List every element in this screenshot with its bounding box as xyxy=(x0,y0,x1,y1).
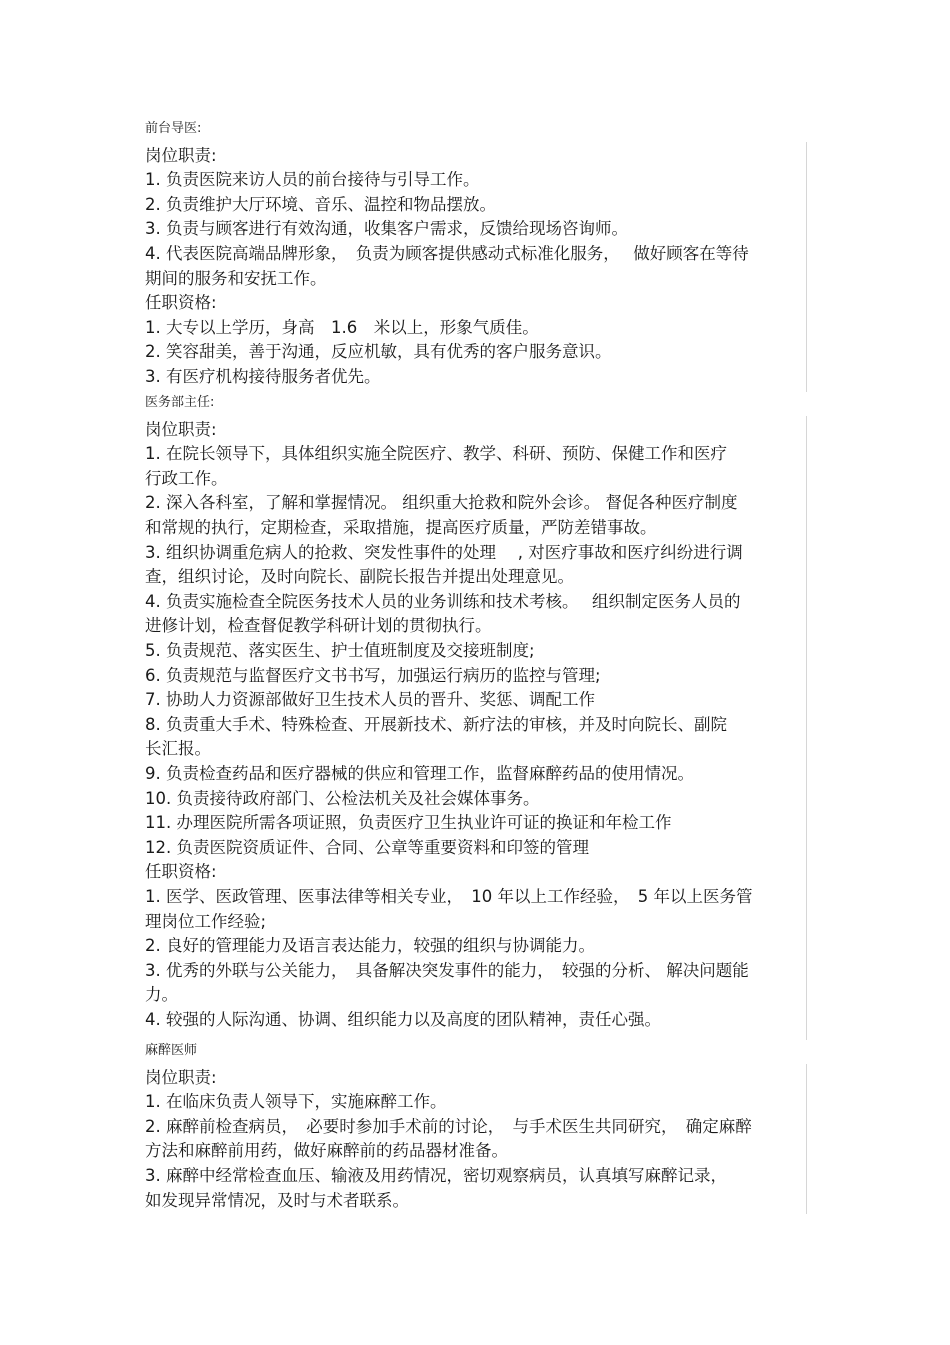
text-line: 3. 麻醉中经常检查血压、输液及用药情况，密切观察病员，认真填写麻醉记录， xyxy=(145,1166,727,1185)
text-line: 10. 负责接待政府部门、公检法机关及社会媒体事务。 xyxy=(145,789,540,808)
text-line: 12. 负责医院资质证件、合同、公章等重要资料和印签的管理 xyxy=(145,838,589,857)
text-line: 任职资格: xyxy=(145,293,217,312)
text-line: 6. 负责规范与监督医疗文书书写，加强运行病历的监控与管理; xyxy=(145,666,601,685)
text-line: 2. 良好的管理能力及语言表达能力，较强的组织与协调能力。 xyxy=(145,936,595,955)
text-line: 任职资格: xyxy=(145,862,217,881)
vertical-rule xyxy=(806,142,807,392)
text-line: 3. 有医疗机构接待服务者优先。 xyxy=(145,367,381,386)
text-line: 8. 负责重大手术、特殊检查、开展新技术、新疗法的审核，并及时向院长、副院 xyxy=(145,715,727,734)
section-body xyxy=(145,416,807,1040)
vertical-rule xyxy=(806,1064,807,1214)
text-line: 5. 负责规范、落实医生、护士值班制度及交接班制度; xyxy=(145,641,535,660)
text-line: 9. 负责检查药品和医疗器械的供应和管理工作，监督麻醉药品的使用情况。 xyxy=(145,764,694,783)
section-title: 前台导医: xyxy=(145,121,202,136)
text-line: 和常规的执行，定期检查，采取措施，提高医疗质量，严防差错事故。 xyxy=(145,518,657,537)
text-line: 4. 负责实施检查全院医务技术人员的业务训练和技术考核。 组织制定医务人员的 xyxy=(145,592,741,611)
section-body xyxy=(145,142,807,392)
text-line: 力。 xyxy=(145,985,178,1004)
section-title: 麻醉医师 xyxy=(145,1043,198,1058)
text-line: 3. 优秀的外联与公关能力， 具备解决突发事件的能力， 较强的分析、 解决问题能 xyxy=(145,961,749,980)
text-line: 3. 组织协调重危病人的抢救、突发性事件的处理 , 对医疗事故和医疗纠纷进行调 xyxy=(145,543,743,562)
text-line: 长汇报。 xyxy=(145,739,211,758)
text-line: 1. 医学、医政管理、医事法律等相关专业， 10 年以上工作经验， 5 年以上医务管 xyxy=(145,887,753,906)
text-line: 2. 深入各科室，了解和掌握情况。 组织重大抢救和院外会诊。 督促各种医疗制度 xyxy=(145,493,738,512)
text-line: 期间的服务和安抚工作。 xyxy=(145,269,327,288)
text-line: 行政工作。 xyxy=(145,469,228,488)
text-line: 11. 办理医院所需各项证照，负责医疗卫生执业许可证的换证和年检工作 xyxy=(145,813,672,832)
text-line: 查，组织讨论，及时向院长、副院长报告并提出处理意见。 xyxy=(145,567,574,586)
section-title: 医务部主任: xyxy=(145,395,215,410)
text-line: 7. 协助人力资源部做好卫生技术人员的晋升、奖惩、调配工作 xyxy=(145,690,595,709)
text-line: 2. 笑容甜美，善于沟通，反应机敏，具有优秀的客户服务意识。 xyxy=(145,342,612,361)
text-line: 1. 在临床负责人领导下，实施麻醉工作。 xyxy=(145,1092,447,1111)
text-line: 岗位职责: xyxy=(145,1068,217,1087)
section-body xyxy=(145,1064,807,1214)
text-line: 3. 负责与顾客进行有效沟通，收集客户需求，反馈给现场咨询师。 xyxy=(145,219,628,238)
text-line: 进修计划，检查督促教学科研计划的贯彻执行。 xyxy=(145,616,492,635)
text-line: 方法和麻醉前用药，做好麻醉前的药品器材准备。 xyxy=(145,1141,508,1160)
text-line: 理岗位工作经验; xyxy=(145,912,267,931)
text-line: 1. 在院长领导下，具体组织实施全院医疗、教学、科研、预防、保健工作和医疗 xyxy=(145,444,727,463)
text-line: 2. 负责维护大厅环境、音乐、温控和物品摆放。 xyxy=(145,195,496,214)
text-line: 岗位职责: xyxy=(145,420,217,439)
text-line: 如发现异常情况，及时与术者联系。 xyxy=(145,1191,409,1210)
vertical-rule xyxy=(806,416,807,1040)
text-line: 1. 大专以上学历，身高 1.6 米以上，形象气质佳。 xyxy=(145,318,539,337)
text-line: 1. 负责医院来访人员的前台接待与引导工作。 xyxy=(145,170,480,189)
text-line: 4. 较强的人际沟通、协调、组织能力以及高度的团队精神，责任心强。 xyxy=(145,1010,661,1029)
text-line: 2. 麻醉前检查病员， 必要时参加手术前的讨论， 与手术医生共同研究， 确定麻醉 xyxy=(145,1117,752,1136)
text-line: 4. 代表医院高端品牌形象， 负责为顾客提供感动式标准化服务， 做好顾客在等待 xyxy=(145,244,749,263)
text-line: 岗位职责: xyxy=(145,146,217,165)
